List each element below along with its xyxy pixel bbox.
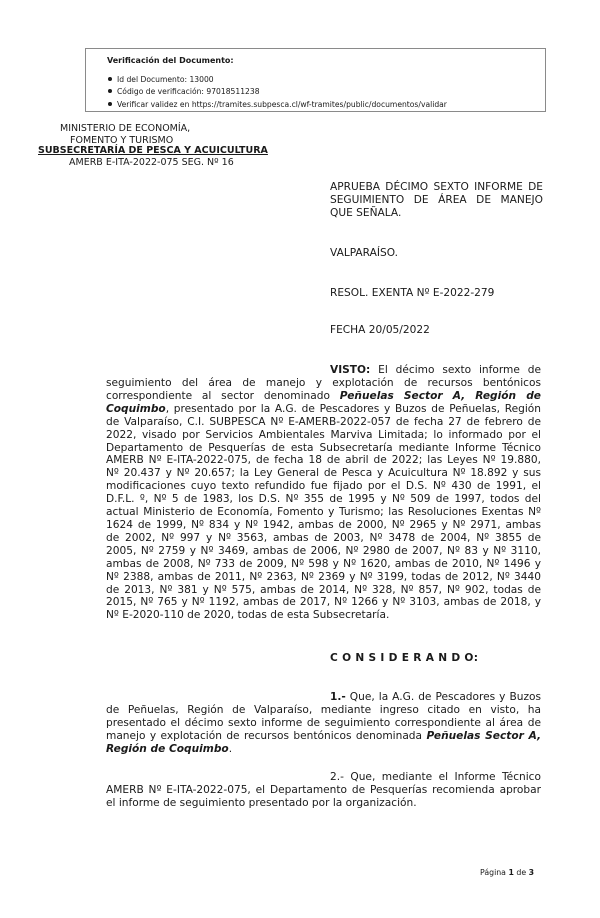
visto-line: seguimiento del área de manejo y explotación de recursos bentónicos xyxy=(106,377,541,389)
verification-link[interactable]: Verificar validez en https://tramites.subpesca.cl/wf-tramites/public/documentos/validar xyxy=(117,99,447,109)
considerando-item-1-body xyxy=(106,704,541,756)
visto-line: ambas de 2008, Nº 733 de 2009, Nº 598 y Nº 1620, ambas de 2010, Nº 1496 y xyxy=(106,557,541,570)
visto-line: de 2013, Nº 381 y Nº 575, ambas de 2014, Nº 328, Nº 857, Nº 902, todas de xyxy=(106,583,541,596)
visto-line: correspondiente al sector denominado Peñuelas Sector A, Región de xyxy=(106,389,541,402)
considerando-item-2-body xyxy=(106,784,541,810)
verification-item xyxy=(108,99,447,111)
item-line: de Peñuelas, Región de Valparaíso, mediante ingreso citado en visto, ha xyxy=(106,704,541,716)
summary-line: SEGUIMIENTO DE ÁREA DE MANEJO xyxy=(330,193,543,206)
visto-line: D.F.L. º, Nº 5 de 1983, los D.S. Nº 355 de 1995 y Nº 509 de 1997, todos del xyxy=(106,493,541,506)
visto-line: de 2002, Nº 997 y Nº 3563, ambas de 2003, Nº 3478 de 2004, Nº 3855 de xyxy=(106,531,541,544)
visto-line: Departamento de Pesquerías de esta Subsecretaría mediante Informe Técnico xyxy=(106,441,541,454)
bullet-icon xyxy=(108,102,112,106)
bullet-icon xyxy=(108,77,112,81)
visto-line: 2015, Nº 765 y Nº 1192, ambas de 2017, Nº 1266 y Nº 3103, ambas de 2018, y xyxy=(106,596,541,609)
verification-list xyxy=(108,74,447,111)
verification-item: Código de verificación: 97018511238 xyxy=(108,86,447,98)
verification-title: Verificación del Documento: xyxy=(107,56,234,65)
visto-line: Nº 2388, ambas de 2011, Nº 2363, Nº 2369 y Nº 3199, todas de 2012, Nº 3440 xyxy=(106,570,541,583)
visto-line: AMERB Nº E-ITA-2022-075, de fecha 18 de abril de 2022; las Leyes Nº 19.880, xyxy=(106,454,541,467)
visto-line: Nº 20.437 y Nº 20.657; la Ley General de Pesca y Acuicultura Nº 18.892 y sus xyxy=(106,467,541,480)
summary-line: APRUEBA DÉCIMO SEXTO INFORME DE xyxy=(330,181,543,193)
visto-line: actual Ministerio de Economía, Fomento y Turismo; las Resoluciones Exentas Nº xyxy=(106,506,541,519)
place: VALPARAÍSO. xyxy=(330,247,398,259)
verification-box xyxy=(85,48,546,112)
item-line: el informe de seguimiento presentado por la organización. xyxy=(106,796,417,809)
visto-line: modificaciones cuyo texto refundido fue fijado por el D.S. Nº 430 de 1991, el xyxy=(106,480,541,493)
page-number: Página 1 de 3 xyxy=(480,868,535,877)
summary-line: QUE SEÑALA. xyxy=(330,206,402,219)
visto-line: Nº E-2020-110 de 2020, todas de esta Subsecretaría. xyxy=(106,609,390,622)
item-number: 1.- xyxy=(330,691,346,703)
item-line: presentado el décimo sexto informe de seguimiento correspondiente al área de xyxy=(106,716,541,729)
subsecretaria-title: SUBSECRETARÍA DE PESCA Y ACUICULTURA xyxy=(38,145,268,156)
resolution-number: RESOL. EXENTA Nº E-2022-279 xyxy=(330,287,495,299)
sector-name: Peñuelas Sector A, Región de xyxy=(339,389,541,402)
ministry-line-1: MINISTERIO DE ECONOMÍA, xyxy=(60,123,191,134)
ministry-line-2: FOMENTO Y TURISMO xyxy=(70,135,174,146)
visto-line: 2005, Nº 2759 y Nº 3469, ambas de 2006, Nº 2980 de 2007, Nº 83 y Nº 3110, xyxy=(106,544,541,557)
item-line: Región de Coquimbo. xyxy=(106,742,233,755)
visto-line: 2022, visado por Servicios Ambientales Marviva Limitada; lo informado por el xyxy=(106,428,541,441)
visto-line: 1624 de 1999, Nº 834 y Nº 1942, ambas de 2000, Nº 2965 y Nº 2971, ambas xyxy=(106,518,541,531)
visto-line: Coquimbo, presentado por la A.G. de Pescadores y Buzos de Peñuelas, Región xyxy=(106,402,541,415)
verification-item: Id del Documento: 13000 xyxy=(108,74,447,86)
item-line: manejo y explotación de recursos bentónicos denominada Peñuelas Sector A, xyxy=(106,729,541,742)
considerando-item-2-first: 2.- Que, mediante el Informe Técnico xyxy=(330,771,541,783)
reference-code: AMERB E-ITA-2022-075 SEG. Nº 16 xyxy=(69,157,234,168)
bullet-icon xyxy=(108,89,112,93)
considerando-heading: C O N S I D E R A N D O: xyxy=(330,652,479,664)
summary-block xyxy=(330,181,543,220)
item-line: AMERB Nº E-ITA-2022-075, el Departamento de Pesquerías recomienda aprobar xyxy=(106,784,541,796)
resolution-date: FECHA 20/05/2022 xyxy=(330,324,430,336)
visto-first-line: VISTO: El décimo sexto informe de xyxy=(330,364,541,376)
visto-body xyxy=(106,377,541,622)
visto-label: VISTO: xyxy=(330,364,371,376)
considerando-item-1-first: 1.- Que, la A.G. de Pescadores y Buzos xyxy=(330,691,541,703)
visto-line: de Valparaíso, C.I. SUBPESCA Nº E-AMERB-2022-057 de fecha 27 de febrero de xyxy=(106,415,541,428)
